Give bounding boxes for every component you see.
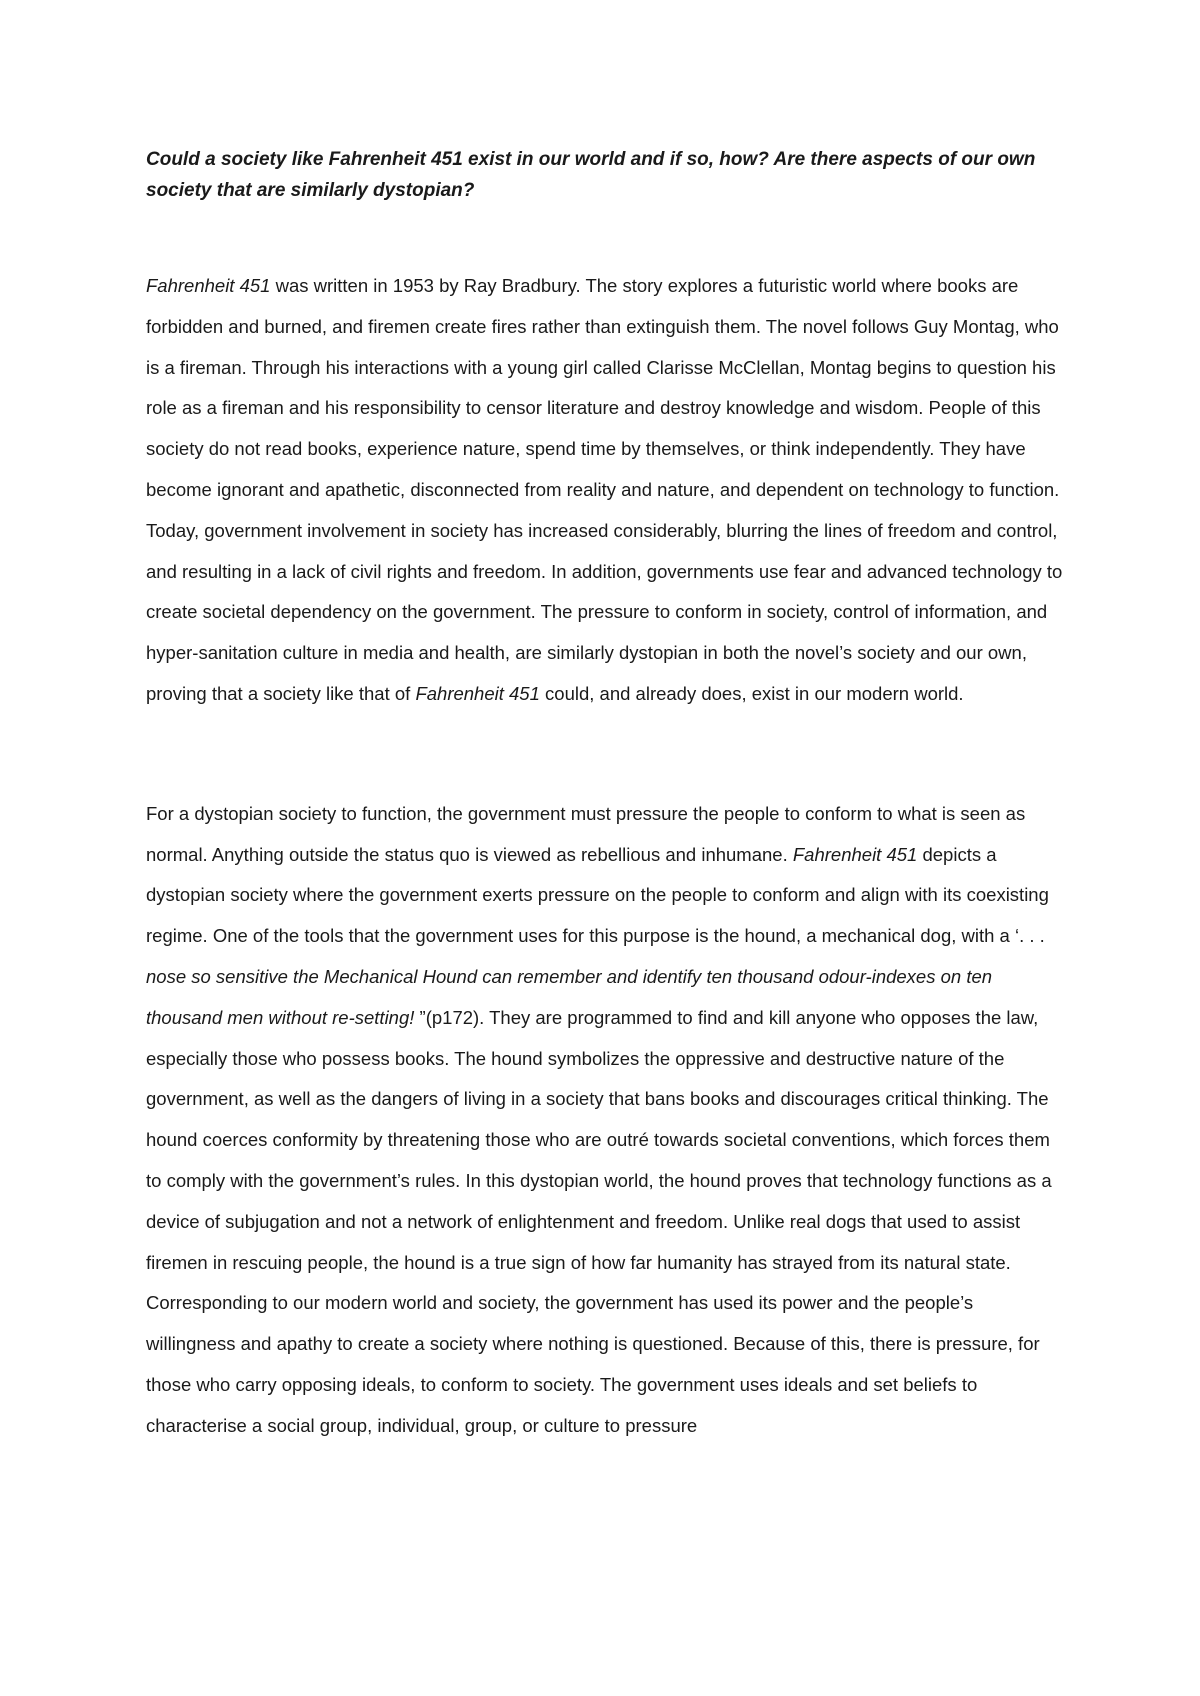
essay-question-title: Could a society like Fahrenheit 451 exist in our world and if so, how? Are there aspects of our own society that are similarly dystopian? xyxy=(146,149,1036,201)
paragraph-text: ”(p172). They are programmed to find and kill anyone who opposes the law, especially those who possess books. The hound symbolizes the oppressive and destructive nature of the government, as well as the dangers of living in a society that bans books and discourages critical thinking. The hound coerces conformity by threatening those who are outré towards societal conventions, which forces them to comply with the government’s rules. In this dystopian world, the hound proves that technology functions as a device of subjugation and not a network of enlightenment and freedom. Unlike real dogs that used to assist firemen in rescuing people, the hound is a true sign of how far humanity has strayed from its natural state. Corresponding to our modern world and society, the government has used its power and the people’s willingness and apathy to create a society where nothing is questioned. Because of this, there is pressure, for those who carry opposing ideals, to conform to society. The government uses ideals and set beliefs to characterise a social group, individual, group, or culture to pressure xyxy=(146,1006,1052,1436)
paragraph-text: could, and already does, exist in our modern world. xyxy=(539,682,964,704)
book-title: Fahrenheit 451 xyxy=(415,682,540,704)
document-page xyxy=(146,144,1066,1447)
quotation: nose so sensitive the Mechanical Hound can remember and identify ten thousand odour-indexes on ten thousand men without re-setting! xyxy=(146,965,993,1028)
book-title: Fahrenheit 451 xyxy=(146,275,271,296)
book-title: Fahrenheit 451 xyxy=(792,843,918,865)
paragraph-text: depicts a dystopian society where the government exerts pressure on the people to conform and align with its coexisting regime. One of the tools that the government uses for this purpose is the hound, a mechanical dog, with a ‘. . . xyxy=(146,843,1049,947)
body-paragraph xyxy=(146,794,1066,1447)
paragraph-text: For a dystopian society to function, the government must pressure the people to conform to what is seen as normal. Anything outside the status quo is viewed as rebellious and inhumane. xyxy=(146,802,1026,865)
paragraph-text: was written in 1953 by Ray Bradbury. The story explores a futuristic world where books are forbidden and burned, and firemen create fires rather than extinguish them. The novel follows Guy Montag, who is a fireman. Through his interactions with a young girl called Clarisse McClellan, Montag begins to question his role as a fireman and his responsibility to censor literature and destroy knowledge and wisdom. People of this society do not read books, experience nature, spend time by themselves, or think independently. They have become ignorant and apathetic, disconnected from reality and nature, and dependent on technology to function. Today, government involvement in society has increased considerably, blurring the lines of freedom and control, and resulting in a lack of civil rights and freedom. In addition, governments use fear and advanced technology to create societal dependency on the government. The pressure to conform in society, control of information, and hyper-sanitation culture in media and health, are similarly dystopian in both the novel’s society and our own, proving that a society like that of xyxy=(146,275,1063,704)
introduction-paragraph xyxy=(146,266,1066,715)
